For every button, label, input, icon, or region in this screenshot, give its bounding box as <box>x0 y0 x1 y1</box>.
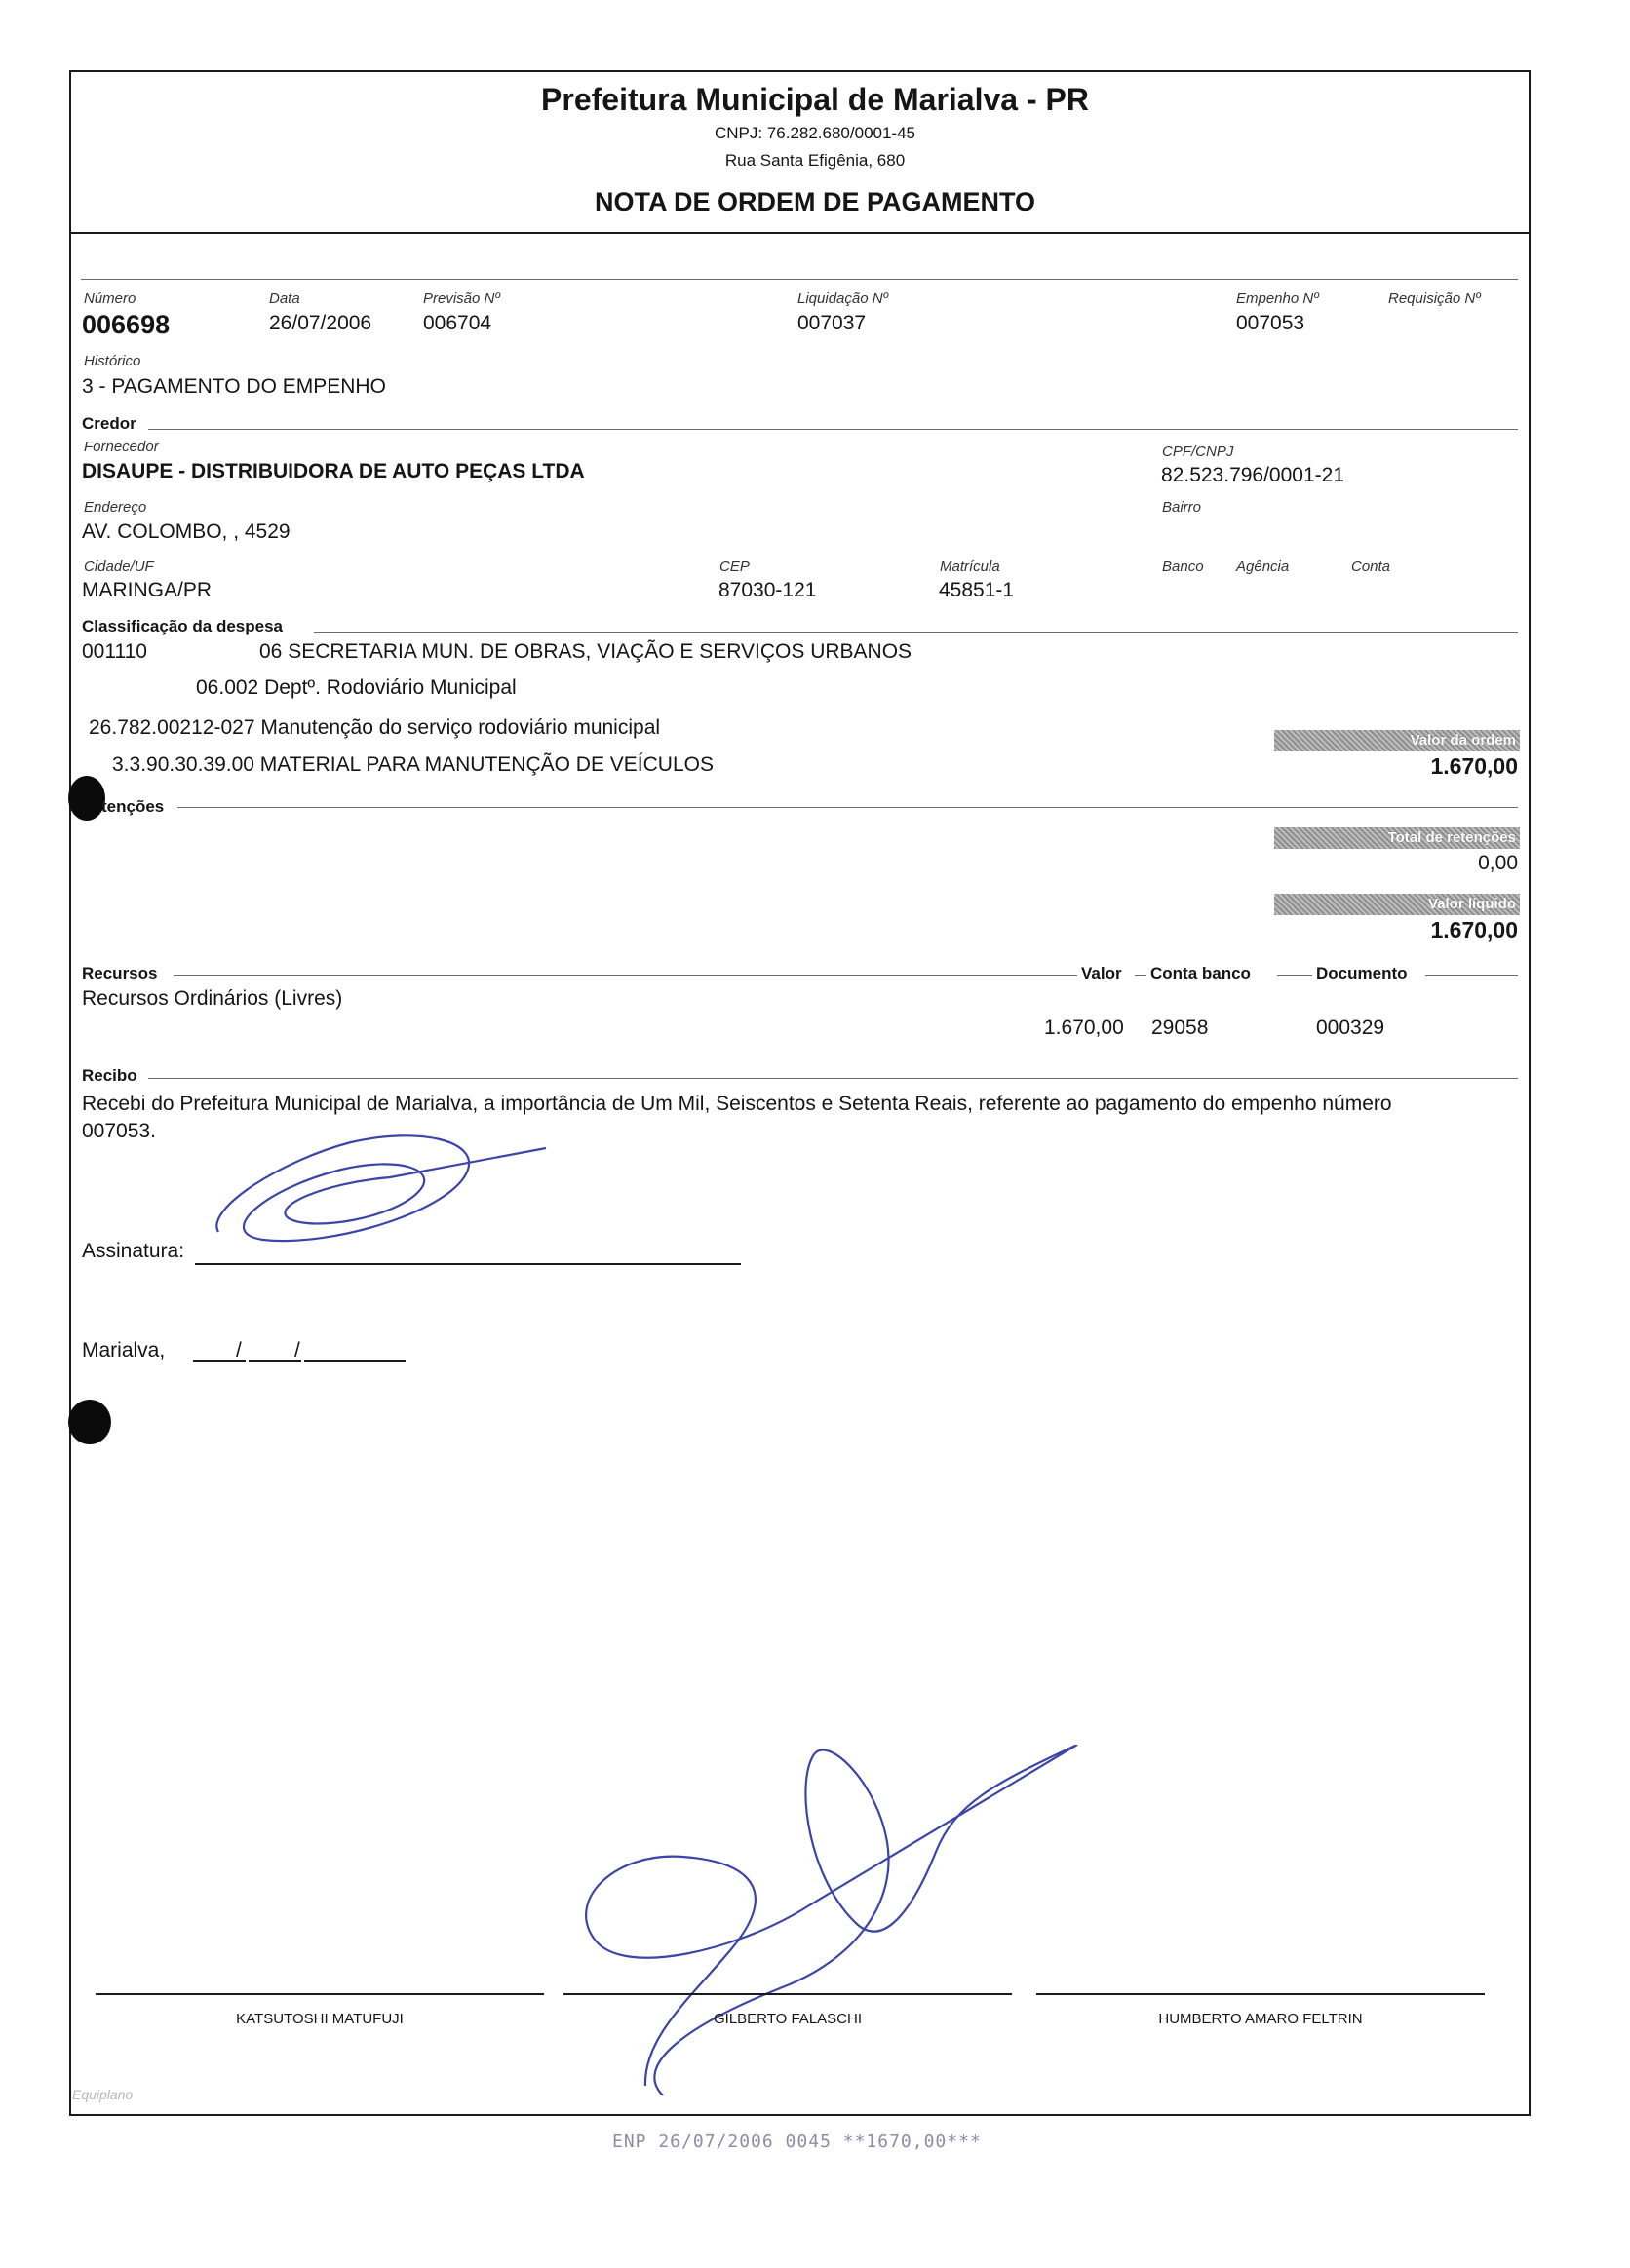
punch-hole-bottom <box>68 1400 111 1444</box>
class-natureza: 3.3.90.30.39.00 MATERIAL PARA MANUTENÇÃO DE VEÍCULOS <box>112 753 714 776</box>
signature-line-middle <box>563 1993 1012 1995</box>
retencoes-section: tenções <box>101 797 165 816</box>
recipient-signature <box>195 1131 565 1248</box>
date-month-line <box>249 1360 301 1362</box>
address-line: Rua Santa Efigênia, 680 <box>724 151 906 170</box>
numero-label: Número <box>84 290 136 307</box>
date-slash-2: / <box>294 1339 300 1362</box>
recursos-rule-a <box>174 975 1077 976</box>
valor-liquido-value: 1.670,00 <box>1430 917 1518 942</box>
signatory-middle: GILBERTO FALASCHI <box>714 2011 862 2027</box>
valor-ordem-label: Valor da ordem <box>1410 732 1516 749</box>
empenho-label: Empenho Nº <box>1236 290 1319 307</box>
recursos-rule-d <box>1425 975 1518 976</box>
assinatura-label: Assinatura: <box>82 1240 185 1262</box>
valor-ordem-value: 1.670,00 <box>1430 753 1518 779</box>
total-retencoes-bar <box>1274 827 1520 849</box>
credor-rule <box>148 429 1518 430</box>
class-code: 001110 <box>82 640 147 663</box>
footer-brand: Equiplano <box>72 2087 134 2102</box>
recursos-documento: 000329 <box>1316 1017 1385 1039</box>
page-title: Prefeitura Municipal de Marialva - PR <box>541 82 1089 117</box>
recursos-valor: 1.670,00 <box>1044 1017 1124 1039</box>
signatory-left: KATSUTOSHI MATUFUJI <box>236 2011 404 2027</box>
local-label: Marialva, <box>82 1339 166 1362</box>
credor-section: Credor <box>82 414 136 433</box>
mechanical-stamp: ENP 26/07/2006 0045 **1670,00*** <box>612 2132 982 2152</box>
previsao-label: Previsão Nº <box>423 290 500 307</box>
document-title: NOTA DE ORDEM DE PAGAMENTO <box>594 187 1035 216</box>
valor-liquido-bar <box>1274 894 1520 915</box>
recibo-rule <box>148 1078 1518 1079</box>
data-label: Data <box>269 290 300 307</box>
cep-value: 87030-121 <box>718 579 817 601</box>
historico-value: 3 - PAGAMENTO DO EMPENHO <box>82 375 386 398</box>
matricula-value: 45851-1 <box>939 579 1015 601</box>
endereco-label: Endereço <box>84 499 147 516</box>
valor-liquido-label: Valor líquido <box>1427 896 1516 912</box>
recursos-conta: 29058 <box>1151 1017 1209 1039</box>
previsao-value: 006704 <box>423 312 492 334</box>
cidade-value: MARINGA/PR <box>82 579 213 601</box>
recibo-section: Recibo <box>82 1066 137 1085</box>
empenho-value: 007053 <box>1236 312 1305 334</box>
bairro-label: Bairro <box>1162 499 1202 516</box>
recursos-item: Recursos Ordinários (Livres) <box>82 987 343 1010</box>
signature-line-left <box>96 1993 544 1995</box>
authority-signature <box>565 1745 1092 2095</box>
data-value: 26/07/2006 <box>269 312 372 334</box>
valor-ordem-bar <box>1274 730 1520 751</box>
cep-label: CEP <box>719 558 750 575</box>
classificacao-section: Classificação da despesa <box>82 617 284 635</box>
liquidacao-label: Liquidação Nº <box>797 290 889 307</box>
signature-line-right <box>1036 1993 1485 1995</box>
agencia-label: Agência <box>1236 558 1290 575</box>
class-secretaria: 06 SECRETARIA MUN. DE OBRAS, VIAÇÃO E SERVIÇOS URBANOS <box>259 640 912 663</box>
numero-value: 006698 <box>82 310 171 339</box>
recursos-section: Recursos <box>82 964 158 982</box>
historico-label: Histórico <box>84 353 141 369</box>
endereco-value: AV. COLOMBO, , 4529 <box>82 520 291 543</box>
class-departamento: 06.002 Deptº. Rodoviário Municipal <box>196 676 517 699</box>
recursos-conta-header: Conta banco <box>1150 964 1251 982</box>
conta-label: Conta <box>1351 558 1391 575</box>
retencoes-rule <box>177 807 1518 808</box>
recursos-documento-header: Documento <box>1316 964 1408 982</box>
fornecedor-value: DISAUPE - DISTRIBUIDORA DE AUTO PEÇAS LTDA <box>82 460 585 482</box>
signatory-right: HUMBERTO AMARO FELTRIN <box>1158 2011 1363 2027</box>
requisicao-label: Requisição Nº <box>1388 290 1481 307</box>
date-year-line <box>304 1360 406 1362</box>
recibo-text: Recebi do Prefeitura Municipal de Marialva, a importância de Um Mil, Seiscentos e Setenta Reais, referente ao pagamento do empenho número <box>82 1093 1392 1115</box>
date-slash-1: / <box>236 1339 242 1362</box>
fornecedor-label: Fornecedor <box>84 439 159 455</box>
cpf-label: CPF/CNPJ <box>1162 443 1234 460</box>
total-retencoes-value: 0,00 <box>1478 852 1518 874</box>
liquidacao-value: 007037 <box>797 312 867 334</box>
classificacao-rule <box>314 632 1518 633</box>
total-retencoes-label: Total de retenções <box>1387 829 1516 846</box>
recursos-valor-header: Valor <box>1081 964 1122 982</box>
banco-label: Banco <box>1162 558 1204 575</box>
punch-hole-top <box>68 776 105 821</box>
recursos-rule-b <box>1135 975 1146 976</box>
ids-top-rule <box>81 279 1518 280</box>
header-divider <box>69 232 1529 234</box>
recursos-rule-c <box>1277 975 1312 976</box>
matricula-label: Matrícula <box>940 558 1000 575</box>
assinatura-line <box>195 1263 741 1265</box>
recibo-empenho: 007053. <box>82 1120 156 1142</box>
cnpj-line: CNPJ: 76.282.680/0001-45 <box>714 124 916 142</box>
cidade-label: Cidade/UF <box>84 558 154 575</box>
class-programa: 26.782.00212-027 Manutenção do serviço rodoviário municipal <box>89 716 661 739</box>
cpf-value: 82.523.796/0001-21 <box>1161 464 1345 486</box>
